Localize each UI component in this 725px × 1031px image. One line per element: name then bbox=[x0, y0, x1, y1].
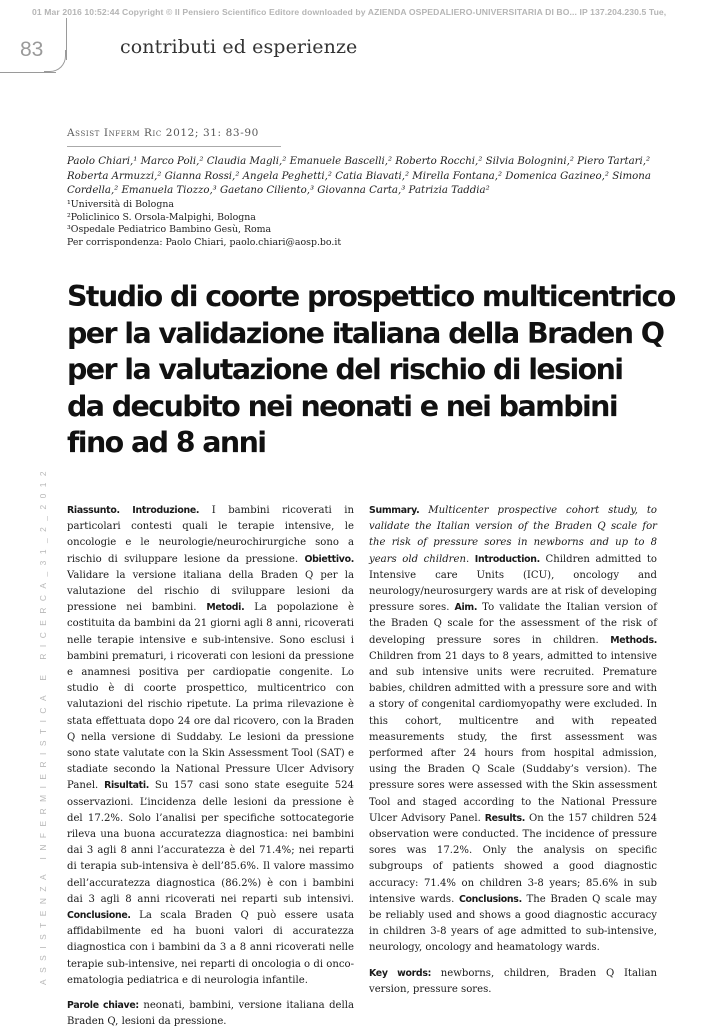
title-line: da decubito nei neonati e nei bambini bbox=[67, 389, 618, 423]
key-words-label: Key words: bbox=[369, 967, 432, 979]
title-line: per la validazione italiana della Braden Q bbox=[67, 316, 664, 350]
obiettivo-label: Obiettivo. bbox=[304, 553, 354, 565]
abstract-english bbox=[369, 503, 657, 998]
affiliation-3: ³Ospedale Pediatrico Bambino Gesù, Roma bbox=[67, 224, 272, 235]
abstract-italian bbox=[67, 503, 354, 1031]
risultati-text: Su 157 casi sono state eseguite 524 osservazioni. L’incidenza delle lesioni da pressione è del 17.2%. Solo l’analisi per specifiche sottocategorie rileva una buona accuratezza diagnostica: nei bambini dai 3 agli 8 anni l’accuratezza è del 71.4%; nei reparti di terapia sub-intensiva è dell’85.6%. Il valore massimo dell’accuratezza diagnostica (86.2%) è con i bambini dai 3 agli 8 anni ricoverati nei reparti sub intensivi. bbox=[67, 780, 354, 905]
journal-reference: Assist Inferm Ric 2012; 31: 83-90 bbox=[67, 127, 259, 139]
metodi-label: Metodi. bbox=[206, 602, 245, 614]
download-watermark: 01 Mar 2016 10:52:44 Copyright © Il Pensiero Scientifico Editore downloaded by AZIENDA OSPEDALIERO-UNIVERSITARIA DI BO... IP 137.204.230.5 Tue, bbox=[32, 7, 667, 17]
summary-paragraph bbox=[369, 503, 657, 957]
summary-label: Summary. bbox=[369, 505, 420, 516]
affiliation-2: ²Policlinico S. Orsola-Malpighi, Bologna bbox=[67, 211, 256, 223]
journal-reference-rule bbox=[67, 146, 281, 147]
introduzione-label: Introduzione. bbox=[132, 505, 200, 516]
title-line: fino ad 8 anni bbox=[67, 426, 266, 459]
title-line: per la valutazione del rischio di lesioni bbox=[67, 353, 623, 386]
risultati-label: Risultati. bbox=[104, 780, 150, 792]
page-corner-arc bbox=[44, 50, 66, 72]
section-title: contributi ed esperienze bbox=[120, 36, 358, 58]
results-text: On the 157 children 524 observation were conducted. The incidence of pressure sores was 17.2%. Only the analysis on specific subgroups of patients showed a good diagnostic accuracy: 71.4% on children 3-8 years; 85.6% in sub intensive wards. bbox=[369, 812, 657, 905]
metodi-text: La popolazione è costituita da bambini da 21 giorni agli 8 anni, ricoverati nelle terapie intensive e sub-intensive. Sono esclusi i bambini prematuri, i ricoverati con lesioni da pressione e anamnesi positiva per cardiopatie congenite. Lo studio è di coorte prospettico, multicentrico con valutazioni del rischio ripetute. La prima rilevazione è stata effettuata dopo 24 ore dal ricovero, con la Braden Q nella versione di Suddaby. Le lesioni da pressione sono state valutate con la Skin Assessment Tool (SAT) e stadiate secondo la National Pressure Ulcer Advisory Panel. bbox=[67, 602, 355, 792]
journal-sidebar-label: ASSISTENZA INFERMIERISTICA E RICERCA_31_2_2012 bbox=[38, 464, 48, 985]
parole-chiave-paragraph bbox=[67, 998, 354, 1030]
conclusions-text: The Braden Q scale may be reliably used and shows a good diagnostic accuracy in children 3-8 years of age admitted to sub-intensive, neurology, oncology and heamatology wards. bbox=[369, 893, 658, 954]
parole-chiave-text: neonati, bambini, versione italiana della Braden Q, lesioni da pressione. bbox=[67, 1000, 354, 1028]
author-list: Paolo Chiari,¹ Marco Poli,² Claudia Magli,² Emanuele Bascelli,² Roberto Rocchi,² Silvia Bolognini,² Piero Tartari,² Roberta Armuzzi,² Gianna Rossi,² Angela Peghetti,² Catia Biavati,² Mirella Fontana,² Domenica Gazineo,² Simona Cordella,² Emanuela Tiozzo,³ Gaetano Ciliento,³ Giovanna Carta,³ Patrizia Taddia² bbox=[67, 156, 651, 197]
results-label: Results. bbox=[484, 812, 526, 824]
conclusione-text: La scala Braden Q può essere usata affidabilmente ed ha buoni valori di accuratezza diagnostica con i bambini da 3 a 8 anni ricoverati nelle terapie sub-intensive, nei reparti di oncologia o di onco-ematologia pediatrica e di neurologia infantile. bbox=[67, 910, 354, 986]
aim-label: Aim. bbox=[454, 602, 478, 614]
key-words-text: newborns, children, Braden Q Italian version, pressure sores. bbox=[369, 967, 657, 995]
article-title bbox=[67, 279, 677, 462]
conclusione-label: Conclusione. bbox=[67, 910, 131, 922]
introduction-text: Children admitted to Intensive care Units (ICU), oncology and neurology/neurosurgery wards are at risk of developing pressure sores. bbox=[369, 553, 657, 614]
page-corner-rule bbox=[0, 72, 56, 73]
parole-chiave-label: Parole chiave: bbox=[67, 1000, 139, 1012]
summary-title: Multicenter prospective cohort study, to validate the Italian version of the Braden Q scale for the risk of pressure sores in newborns and up to 8 years old children. bbox=[369, 505, 657, 565]
conclusions-label: Conclusions. bbox=[458, 893, 522, 905]
title-line: Studio di coorte prospettico multicentrico bbox=[67, 280, 675, 313]
introduzione-text: I bambini ricoverati in particolari contesti quali le terapie intensive, le oncologie e le neurologie/neurochirurgiche sono a rischio di sviluppare lesione da pressione. bbox=[67, 505, 354, 565]
page-corner-divider bbox=[66, 18, 67, 60]
obiettivo-text: Validare la versione italiana della Braden Q per la valutazione del rischio di sviluppare lesioni da pressione nei bambini. bbox=[67, 569, 354, 614]
riassunto-paragraph bbox=[67, 503, 354, 989]
methods-text: Children from 21 days to 8 years, admitted to intensive and sub intensive units were recruited. Premature babies, children admitted with a pressure sore and with a story of congenital cardiomyopathy were excluded. In this cohort, multicentre and with repeated measurements study, the first assessment was performed after 24 hours from hospital admission, using the Braden Q Scale (Suddaby’s version). The pressure sores were assessed with the Skin assessment Tool and staged according to the National Pressure Ulcer Advisory Panel. bbox=[369, 650, 657, 824]
correspondence: Per corrispondenza: Paolo Chiari, paolo.chiari@aosp.bo.it bbox=[67, 236, 342, 248]
riassunto-label: Riassunto. bbox=[67, 505, 120, 516]
key-words-paragraph bbox=[369, 966, 657, 998]
aim-text: To validate the Italian version of the Braden Q scale for the assessment of the risk of developing pressure sores in children. bbox=[369, 602, 657, 646]
page-number: 83 bbox=[20, 38, 44, 61]
affiliations bbox=[67, 199, 667, 249]
affiliation-1: ¹Università di Bologna bbox=[67, 199, 174, 210]
methods-label: Methods. bbox=[610, 634, 657, 646]
introduction-label: Introduction. bbox=[474, 553, 540, 565]
